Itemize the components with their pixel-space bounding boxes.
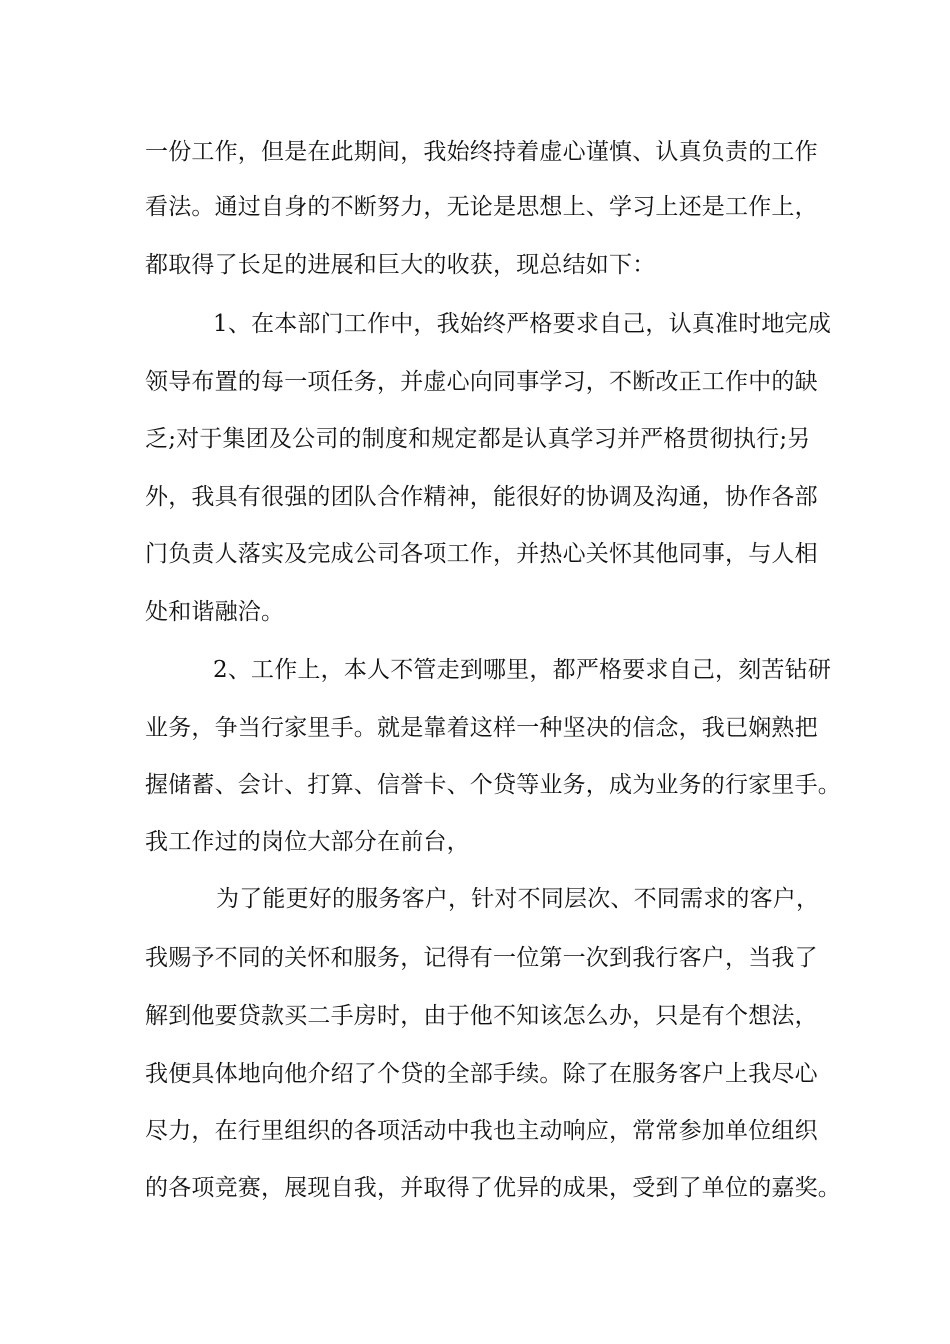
text-line: 领导布置的每一项任务，并虚心向同事学习，不断改正工作中的缺 bbox=[145, 369, 818, 395]
text-line: 处和谐融洽。 bbox=[145, 599, 285, 625]
text-line: 握储蓄、会计、打算、信誉卡、个贷等业务，成为业务的行家里手。 bbox=[145, 772, 841, 798]
text-line: 一份工作，但是在此期间，我始终持着虚心谨慎、认真负责的工作 bbox=[145, 139, 818, 165]
text-line: 我工作过的岗位大部分在前台， bbox=[145, 829, 470, 855]
paragraph-start-line: 1、在本部门工作中，我始终严格要求自己，认真准时地完成 bbox=[213, 311, 832, 337]
paragraph-start-line: 为了能更好的服务客户，针对不同层次、不同需求的客户， bbox=[216, 886, 820, 912]
text-line: 尽力，在行里组织的各项活动中我也主动响应，常常参加单位组织 bbox=[145, 1118, 818, 1144]
paragraph-start-line: 2、工作上，本人不管走到哪里，都严格要求自己，刻苦钻研 bbox=[213, 657, 832, 683]
text-line: 业务，争当行家里手。就是靠着这样一种坚决的信念，我已娴熟把 bbox=[145, 715, 818, 741]
text-line: 的各项竞赛，展现自我，并取得了优异的成果，受到了单位的嘉奖。 bbox=[145, 1175, 841, 1201]
text-line: 我赐予不同的关怀和服务，记得有一位第一次到我行客户，当我了 bbox=[145, 945, 818, 971]
text-line: 外，我具有很强的团队合作精神，能很好的协调及沟通，协作各部 bbox=[145, 484, 818, 510]
text-line: 都取得了长足的进展和巨大的收获，现总结如下： bbox=[145, 252, 656, 278]
text-line: 解到他要贷款买二手房时，由于他不知该怎么办，只是有个想法， bbox=[145, 1003, 818, 1029]
text-line: 我便具体地向他介绍了个贷的全部手续。除了在服务客户上我尽心 bbox=[145, 1061, 818, 1087]
text-line: 门负责人落实及完成公司各项工作，并热心关怀其他同事，与人相 bbox=[145, 541, 818, 567]
text-line: 看法。通过自身的不断努力，无论是思想上、学习上还是工作上， bbox=[145, 194, 818, 220]
text-line: 乏;对于集团及公司的制度和规定都是认真学习并严格贯彻执行;另 bbox=[145, 426, 811, 452]
